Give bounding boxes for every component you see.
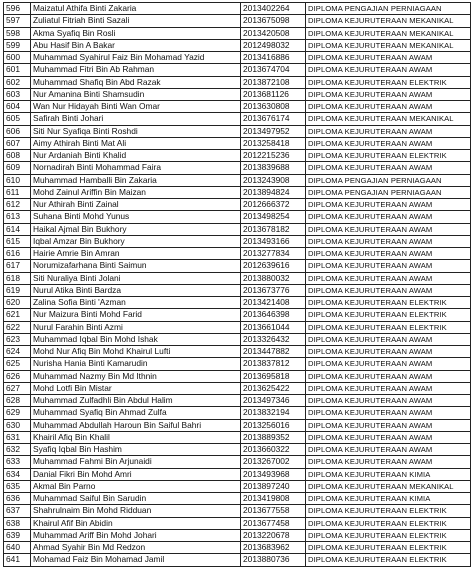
student-id-cell: 2013889352	[241, 431, 306, 443]
student-id-cell: 2013678182	[241, 223, 306, 235]
student-name-cell: Iqbal Amzar Bin Bukhory	[31, 235, 241, 247]
table-row	[4, 297, 471, 309]
table-row	[4, 272, 471, 284]
student-id-cell: 2013493166	[241, 235, 306, 247]
student-name-cell: Nurisha Hania Binti Kamarudin	[31, 358, 241, 370]
student-id-cell: 2013646398	[241, 309, 306, 321]
student-id-cell: 2013880736	[241, 554, 306, 566]
student-id-cell: 2013421408	[241, 297, 306, 309]
table-row	[4, 517, 471, 529]
student-name-cell: Muhammad Syafiq Bin Ahmad Zulfa	[31, 407, 241, 419]
student-id-cell: 2013675098	[241, 15, 306, 27]
table-row	[4, 333, 471, 345]
row-number-cell: 627	[4, 382, 31, 394]
row-number-cell: 609	[4, 162, 31, 174]
table-row	[4, 64, 471, 76]
student-name-cell: Suhana Binti Mohd Yunus	[31, 211, 241, 223]
student-name-cell: Nur Maizura Binti Mohd Farid	[31, 309, 241, 321]
student-id-cell: 2013681126	[241, 88, 306, 100]
student-name-cell: Muhammad Ariff Bin Mohd Johari	[31, 529, 241, 541]
table-row	[4, 52, 471, 64]
row-number-cell: 616	[4, 248, 31, 260]
student-id-cell: 2013677458	[241, 517, 306, 529]
student-name-cell: Muhammad Saiful Bin Sarudin	[31, 493, 241, 505]
table-row	[4, 162, 471, 174]
program-cell: DIPLOMA KEJURUTERAAN AWAM	[306, 260, 471, 272]
table-row	[4, 309, 471, 321]
program-cell: DIPLOMA KEJURUTERAAN AWAM	[306, 248, 471, 260]
student-id-cell: 2013497346	[241, 395, 306, 407]
row-number-cell: 597	[4, 15, 31, 27]
student-list-table	[3, 2, 471, 567]
student-name-cell: Abu Hasif Bin A Bakar	[31, 39, 241, 51]
table-row	[4, 39, 471, 51]
row-number-cell: 638	[4, 517, 31, 529]
program-cell: DIPLOMA KEJURUTERAAN AWAM	[306, 272, 471, 284]
row-number-cell: 626	[4, 370, 31, 382]
row-number-cell: 605	[4, 113, 31, 125]
table-row	[4, 542, 471, 554]
student-name-cell: Nurul Farahin Binti Azmi	[31, 321, 241, 333]
program-cell: DIPLOMA KEJURUTERAAN AWAM	[306, 395, 471, 407]
table-row	[4, 456, 471, 468]
table-row	[4, 186, 471, 198]
table-row	[4, 101, 471, 113]
table-row	[4, 407, 471, 419]
program-cell: DIPLOMA KEJURUTERAAN AWAM	[306, 382, 471, 394]
student-name-cell: Muhammad Zulfadhli Bin Abdul Halim	[31, 395, 241, 407]
student-id-cell: 2013447882	[241, 346, 306, 358]
student-id-cell: 2013402264	[241, 3, 306, 15]
program-cell: DIPLOMA KEJURUTERAAN AWAM	[306, 199, 471, 211]
student-name-cell: Nurul Atika Binti Bardza	[31, 284, 241, 296]
program-cell: DIPLOMA KEJURUTERAAN AWAM	[306, 137, 471, 149]
row-number-cell: 628	[4, 395, 31, 407]
student-id-cell: 2012498032	[241, 39, 306, 51]
row-number-cell: 632	[4, 444, 31, 456]
student-id-cell: 2013661044	[241, 321, 306, 333]
program-cell: DIPLOMA KEJURUTERAAN ELEKTRIK	[306, 76, 471, 88]
program-cell: DIPLOMA KEJURUTERAAN MEKANIKAL	[306, 27, 471, 39]
row-number-cell: 610	[4, 174, 31, 186]
student-name-cell: Danial Fikri Bin Mohd Amri	[31, 468, 241, 480]
student-id-cell: 2013872108	[241, 76, 306, 88]
program-cell: DIPLOMA KEJURUTERAAN AWAM	[306, 52, 471, 64]
program-cell: DIPLOMA KEJURUTERAAN ELEKTRIK	[306, 554, 471, 566]
program-cell: DIPLOMA KEJURUTERAAN AWAM	[306, 370, 471, 382]
student-name-cell: Syafiq Iqbal Bin Hashim	[31, 444, 241, 456]
program-cell: DIPLOMA PENGAJIAN PERNIAGAAN	[306, 186, 471, 198]
row-number-cell: 601	[4, 64, 31, 76]
student-name-cell: Nur Amanina Binti Shamsudin	[31, 88, 241, 100]
student-id-cell: 2013894824	[241, 186, 306, 198]
program-cell: DIPLOMA KEJURUTERAAN ELEKTRIK	[306, 321, 471, 333]
student-name-cell: Norumizafarhana Binti Saimun	[31, 260, 241, 272]
student-name-cell: Siti Nuraliya Binti Jolani	[31, 272, 241, 284]
student-id-cell: 2013660322	[241, 444, 306, 456]
table-row	[4, 211, 471, 223]
student-id-cell: 2013674704	[241, 64, 306, 76]
row-number-cell: 624	[4, 346, 31, 358]
table-row	[4, 346, 471, 358]
table-row	[4, 15, 471, 27]
student-id-cell: 2013416886	[241, 52, 306, 64]
row-number-cell: 634	[4, 468, 31, 480]
student-id-cell: 2012666372	[241, 199, 306, 211]
program-cell: DIPLOMA KEJURUTERAAN AWAM	[306, 211, 471, 223]
table-row	[4, 150, 471, 162]
student-id-cell: 2013832194	[241, 407, 306, 419]
student-name-cell: Muhammad Abdullah Haroun Bin Saiful Bahri	[31, 419, 241, 431]
table-row	[4, 137, 471, 149]
table-row	[4, 235, 471, 247]
student-name-cell: Muhammad Syahirul Faiz Bin Mohamad Yazid	[31, 52, 241, 64]
student-name-cell: Muhammad Fitri Bin Ab Rahman	[31, 64, 241, 76]
table-row	[4, 284, 471, 296]
program-cell: DIPLOMA KEJURUTERAAN AWAM	[306, 444, 471, 456]
table-row	[4, 88, 471, 100]
student-id-cell: 2013243908	[241, 174, 306, 186]
row-number-cell: 641	[4, 554, 31, 566]
table-row	[4, 382, 471, 394]
program-cell: DIPLOMA KEJURUTERAAN AWAM	[306, 407, 471, 419]
student-id-cell: 2013220678	[241, 529, 306, 541]
row-number-cell: 622	[4, 321, 31, 333]
student-id-cell: 2013277834	[241, 248, 306, 260]
program-cell: DIPLOMA KEJURUTERAAN AWAM	[306, 346, 471, 358]
program-cell: DIPLOMA KEJURUTERAAN ELEKTRIK	[306, 309, 471, 321]
row-number-cell: 598	[4, 27, 31, 39]
student-id-cell: 2013673776	[241, 284, 306, 296]
program-cell: DIPLOMA PENGAJIAN PERNIAGAAN	[306, 3, 471, 15]
row-number-cell: 639	[4, 529, 31, 541]
program-cell: DIPLOMA KEJURUTERAAN KIMIA	[306, 493, 471, 505]
row-number-cell: 635	[4, 480, 31, 492]
row-number-cell: 621	[4, 309, 31, 321]
student-name-cell: Ahmad Syahir Bin Md Redzon	[31, 542, 241, 554]
program-cell: DIPLOMA KEJURUTERAAN ELEKTRIK	[306, 297, 471, 309]
table-row	[4, 431, 471, 443]
row-number-cell: 623	[4, 333, 31, 345]
program-cell: DIPLOMA KEJURUTERAAN ELEKTRIK	[306, 517, 471, 529]
student-id-cell: 2013839688	[241, 162, 306, 174]
table-row	[4, 529, 471, 541]
student-id-cell: 2013837812	[241, 358, 306, 370]
student-id-cell: 2013695818	[241, 370, 306, 382]
student-id-cell: 2013493968	[241, 468, 306, 480]
student-name-cell: Zalina Sofia Binti 'Azman	[31, 297, 241, 309]
student-id-cell: 2013677558	[241, 505, 306, 517]
table-row	[4, 505, 471, 517]
student-name-cell: Mohd Nur Afiq Bin Mohd Khairul Lufti	[31, 346, 241, 358]
table-row	[4, 223, 471, 235]
program-cell: DIPLOMA KEJURUTERAAN ELEKTRIK	[306, 505, 471, 517]
row-number-cell: 631	[4, 431, 31, 443]
student-name-cell: Maizatul Athifa Binti Zakaria	[31, 3, 241, 15]
student-name-cell: Muhammad Nazmy Bin Md Ithnin	[31, 370, 241, 382]
student-id-cell: 2013258418	[241, 137, 306, 149]
student-name-cell: Haikal Ajmal Bin Bukhory	[31, 223, 241, 235]
row-number-cell: 629	[4, 407, 31, 419]
program-cell: DIPLOMA KEJURUTERAAN AWAM	[306, 88, 471, 100]
program-cell: DIPLOMA KEJURUTERAAN AWAM	[306, 125, 471, 137]
program-cell: DIPLOMA KEJURUTERAAN MEKANIKAL	[306, 39, 471, 51]
program-cell: DIPLOMA KEJURUTERAAN MEKANIKAL	[306, 113, 471, 125]
table-row	[4, 468, 471, 480]
table-row	[4, 27, 471, 39]
program-cell: DIPLOMA KEJURUTERAAN AWAM	[306, 456, 471, 468]
program-cell: DIPLOMA KEJURUTERAAN AWAM	[306, 431, 471, 443]
student-name-cell: Nur Ardaniah Binti Khalid	[31, 150, 241, 162]
row-number-cell: 607	[4, 137, 31, 149]
student-name-cell: Muhammad Iqbal Bin Mohd Ishak	[31, 333, 241, 345]
table-row	[4, 3, 471, 15]
student-name-cell: Shahrulnaim Bin Mohd Ridduan	[31, 505, 241, 517]
row-number-cell: 636	[4, 493, 31, 505]
student-name-cell: Zuliatul Fitriah Binti Sazali	[31, 15, 241, 27]
table-row	[4, 174, 471, 186]
student-id-cell: 2012215236	[241, 150, 306, 162]
program-cell: DIPLOMA KEJURUTERAAN AWAM	[306, 358, 471, 370]
table-row	[4, 358, 471, 370]
student-name-cell: Khairil Afiq Bin Khalil	[31, 431, 241, 443]
row-number-cell: 612	[4, 199, 31, 211]
row-number-cell: 618	[4, 272, 31, 284]
table-row	[4, 321, 471, 333]
student-id-cell: 2013256016	[241, 419, 306, 431]
student-name-cell: Aimy Athirah Binti Mat Ali	[31, 137, 241, 149]
student-id-cell: 2013420508	[241, 27, 306, 39]
student-id-cell: 2013676174	[241, 113, 306, 125]
student-name-cell: Muhammad Hamballi Bin Zakaria	[31, 174, 241, 186]
program-cell: DIPLOMA KEJURUTERAAN AWAM	[306, 419, 471, 431]
program-cell: DIPLOMA KEJURUTERAAN ELEKTRIK	[306, 150, 471, 162]
program-cell: DIPLOMA KEJURUTERAAN AWAM	[306, 284, 471, 296]
student-name-cell: Muhammad Fahmi Bin Arjunaidi	[31, 456, 241, 468]
student-name-cell: Mohd Zainul Ariffin Bin Maizan	[31, 186, 241, 198]
row-number-cell: 603	[4, 88, 31, 100]
student-name-cell: Wan Nur Hidayah Binti Wan Omar	[31, 101, 241, 113]
student-list-body	[4, 3, 471, 567]
student-id-cell: 2013625422	[241, 382, 306, 394]
student-id-cell: 2013897240	[241, 480, 306, 492]
student-name-cell: Akmal Bin Parno	[31, 480, 241, 492]
student-name-cell: Mohamad Faiz Bin Mohamad Jamil	[31, 554, 241, 566]
student-id-cell: 2013498254	[241, 211, 306, 223]
row-number-cell: 613	[4, 211, 31, 223]
student-id-cell: 2013880032	[241, 272, 306, 284]
row-number-cell: 633	[4, 456, 31, 468]
row-number-cell: 608	[4, 150, 31, 162]
table-row	[4, 125, 471, 137]
row-number-cell: 599	[4, 39, 31, 51]
table-row	[4, 554, 471, 566]
program-cell: DIPLOMA KEJURUTERAAN AWAM	[306, 235, 471, 247]
student-name-cell: Khairul Afif Bin Abidin	[31, 517, 241, 529]
program-cell: DIPLOMA KEJURUTERAAN AWAM	[306, 162, 471, 174]
row-number-cell: 637	[4, 505, 31, 517]
table-row	[4, 493, 471, 505]
row-number-cell: 606	[4, 125, 31, 137]
program-cell: DIPLOMA KEJURUTERAAN AWAM	[306, 223, 471, 235]
table-row	[4, 444, 471, 456]
student-id-cell: 2013419808	[241, 493, 306, 505]
table-row	[4, 395, 471, 407]
student-id-cell: 2013683962	[241, 542, 306, 554]
table-row	[4, 260, 471, 272]
program-cell: DIPLOMA PENGAJIAN PERNIAGAAN	[306, 174, 471, 186]
table-row	[4, 419, 471, 431]
student-id-cell: 2013497952	[241, 125, 306, 137]
student-name-cell: Safirah Binti Johari	[31, 113, 241, 125]
student-name-cell: Hairie Amrie Bin Amran	[31, 248, 241, 260]
row-number-cell: 602	[4, 76, 31, 88]
row-number-cell: 625	[4, 358, 31, 370]
student-id-cell: 2013326432	[241, 333, 306, 345]
row-number-cell: 611	[4, 186, 31, 198]
row-number-cell: 604	[4, 101, 31, 113]
table-row	[4, 76, 471, 88]
row-number-cell: 600	[4, 52, 31, 64]
program-cell: DIPLOMA KEJURUTERAAN AWAM	[306, 64, 471, 76]
student-name-cell: Nornadirah Binti Mohammad Faira	[31, 162, 241, 174]
student-name-cell: Muhammad Shafiq Bin Abd Razak	[31, 76, 241, 88]
program-cell: DIPLOMA KEJURUTERAAN ELEKTRIK	[306, 542, 471, 554]
program-cell: DIPLOMA KEJURUTERAAN MEKANIKAL	[306, 480, 471, 492]
table-row	[4, 113, 471, 125]
program-cell: DIPLOMA KEJURUTERAAN AWAM	[306, 333, 471, 345]
student-name-cell: Akma Syafiq Bin Rosli	[31, 27, 241, 39]
student-id-cell: 2013630808	[241, 101, 306, 113]
table-row	[4, 480, 471, 492]
row-number-cell: 630	[4, 419, 31, 431]
student-name-cell: Nur Athirah Binti Zainal	[31, 199, 241, 211]
student-id-cell: 2013267002	[241, 456, 306, 468]
table-row	[4, 199, 471, 211]
student-name-cell: Mohd Lotfi Bin Mistar	[31, 382, 241, 394]
row-number-cell: 640	[4, 542, 31, 554]
row-number-cell: 619	[4, 284, 31, 296]
table-row	[4, 248, 471, 260]
program-cell: DIPLOMA KEJURUTERAAN AWAM	[306, 101, 471, 113]
student-id-cell: 2012639616	[241, 260, 306, 272]
row-number-cell: 615	[4, 235, 31, 247]
program-cell: DIPLOMA KEJURUTERAAN KIMIA	[306, 468, 471, 480]
row-number-cell: 596	[4, 3, 31, 15]
program-cell: DIPLOMA KEJURUTERAAN ELEKTRIK	[306, 529, 471, 541]
table-row	[4, 370, 471, 382]
student-name-cell: Siti Nur Syafiqa Binti Roshdi	[31, 125, 241, 137]
row-number-cell: 620	[4, 297, 31, 309]
row-number-cell: 617	[4, 260, 31, 272]
row-number-cell: 614	[4, 223, 31, 235]
program-cell: DIPLOMA KEJURUTERAAN MEKANIKAL	[306, 15, 471, 27]
